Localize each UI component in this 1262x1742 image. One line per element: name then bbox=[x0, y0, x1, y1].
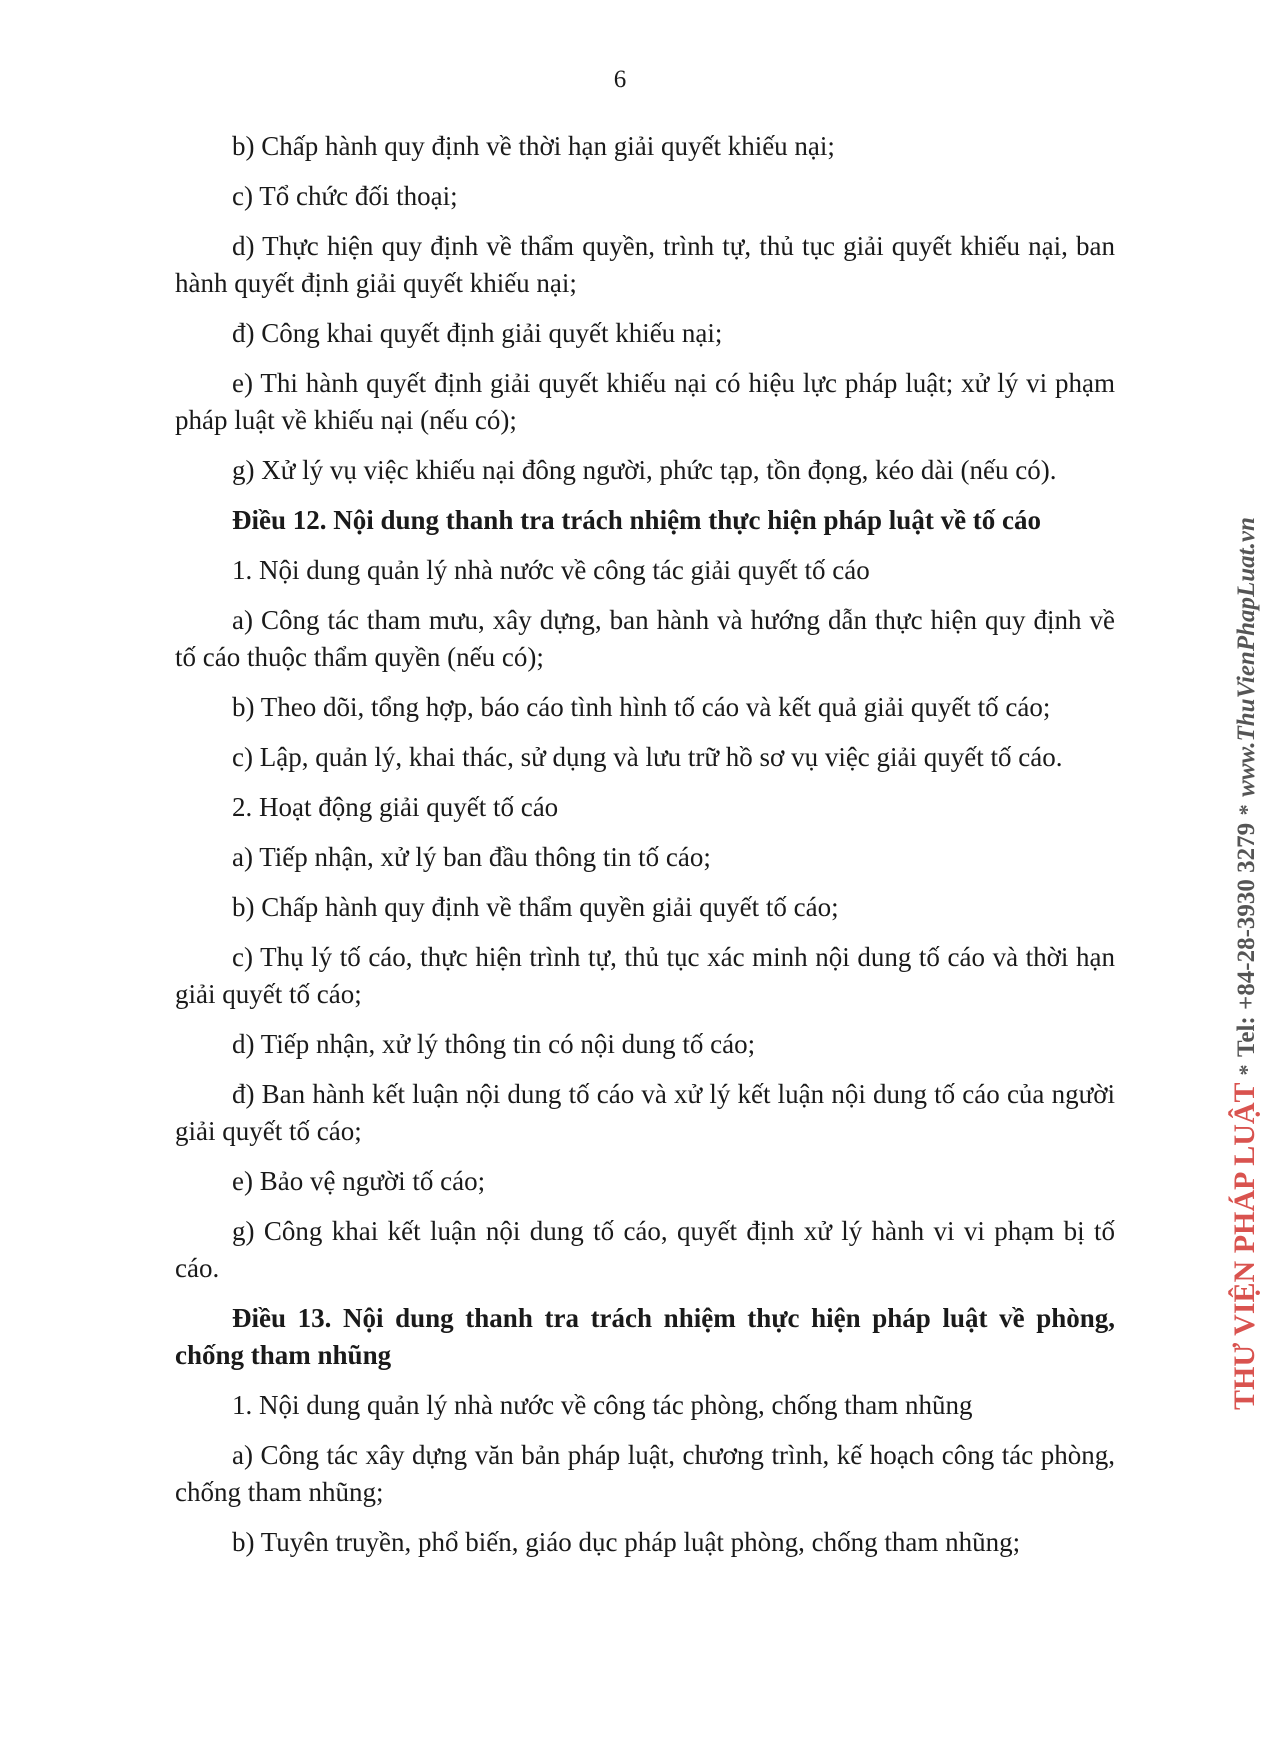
paragraph: d) Thực hiện quy định về thẩm quyền, trình tự, thủ tục giải quyết khiếu nại, ban hành quyết định giải quyết khiếu nại; bbox=[175, 231, 1115, 298]
watermark-separator: * bbox=[1234, 1064, 1259, 1076]
paragraph: c) Tổ chức đối thoại; bbox=[232, 181, 458, 211]
paragraph: đ) Công khai quyết định giải quyết khiếu nại; bbox=[232, 318, 723, 348]
article-heading: Điều 13. Nội dung thanh tra trách nhiệm thực hiện pháp luật về phòng, chống tham nhũng bbox=[175, 1303, 1115, 1370]
paragraph: 1. Nội dung quản lý nhà nước về công tác phòng, chống tham nhũng bbox=[232, 1390, 973, 1420]
paragraph: g) Xử lý vụ việc khiếu nại đông người, phức tạp, tồn đọng, kéo dài (nếu có). bbox=[232, 455, 1057, 485]
watermark-brand: THƯ VIỆN PHÁP LUẬT bbox=[1228, 1083, 1261, 1410]
paragraph: b) Chấp hành quy định về thẩm quyền giải quyết tố cáo; bbox=[232, 892, 839, 922]
paragraph: 1. Nội dung quản lý nhà nước về công tác giải quyết tố cáo bbox=[232, 555, 870, 585]
paragraph: d) Tiếp nhận, xử lý thông tin có nội dung tố cáo; bbox=[232, 1029, 756, 1059]
paragraph: c) Lập, quản lý, khai thác, sử dụng và lưu trữ hồ sơ vụ việc giải quyết tố cáo. bbox=[232, 742, 1063, 772]
paragraph: b) Tuyên truyền, phổ biến, giáo dục pháp luật phòng, chống tham nhũng; bbox=[232, 1527, 1021, 1557]
paragraph: e) Bảo vệ người tố cáo; bbox=[232, 1166, 486, 1196]
paragraph: a) Công tác tham mưu, xây dựng, ban hành và hướng dẫn thực hiện quy định về tố cáo thuộc thẩm quyền (nếu có); bbox=[175, 605, 1115, 672]
paragraph: b) Theo dõi, tổng hợp, báo cáo tình hình tố cáo và kết quả giải quyết tố cáo; bbox=[232, 692, 1051, 722]
page-number: 6 bbox=[613, 66, 627, 93]
article-heading: Điều 12. Nội dung thanh tra trách nhiệm thực hiện pháp luật về tố cáo bbox=[232, 505, 1042, 535]
paragraph: e) Thi hành quyết định giải quyết khiếu nại có hiệu lực pháp luật; xử lý vi phạm pháp luật về khiếu nại (nếu có); bbox=[175, 368, 1115, 435]
paragraph: a) Công tác xây dựng văn bản pháp luật, chương trình, kế hoạch công tác phòng, chống tham nhũng; bbox=[175, 1440, 1115, 1507]
paragraph: đ) Ban hành kết luận nội dung tố cáo và xử lý kết luận nội dung tố cáo của người giải quyết tố cáo; bbox=[175, 1079, 1115, 1146]
watermark bbox=[1228, 320, 1262, 1410]
watermark-tel: Tel: +84-28-3930 3279 bbox=[1233, 822, 1260, 1057]
paragraph: c) Thụ lý tố cáo, thực hiện trình tự, thủ tục xác minh nội dung tố cáo và thời hạn giải quyết tố cáo; bbox=[175, 942, 1115, 1009]
watermark-separator: * bbox=[1234, 804, 1259, 816]
paragraph: a) Tiếp nhận, xử lý ban đầu thông tin tố cáo; bbox=[232, 842, 711, 872]
paragraph: 2. Hoạt động giải quyết tố cáo bbox=[232, 792, 559, 822]
document-body bbox=[175, 128, 1115, 1574]
paragraph: g) Công khai kết luận nội dung tố cáo, quyết định xử lý hành vi vi phạm bị tố cáo. bbox=[175, 1216, 1115, 1283]
watermark-url: www.ThuVienPhapLuat.vn bbox=[1233, 517, 1260, 797]
paragraph: b) Chấp hành quy định về thời hạn giải quyết khiếu nại; bbox=[232, 131, 835, 161]
